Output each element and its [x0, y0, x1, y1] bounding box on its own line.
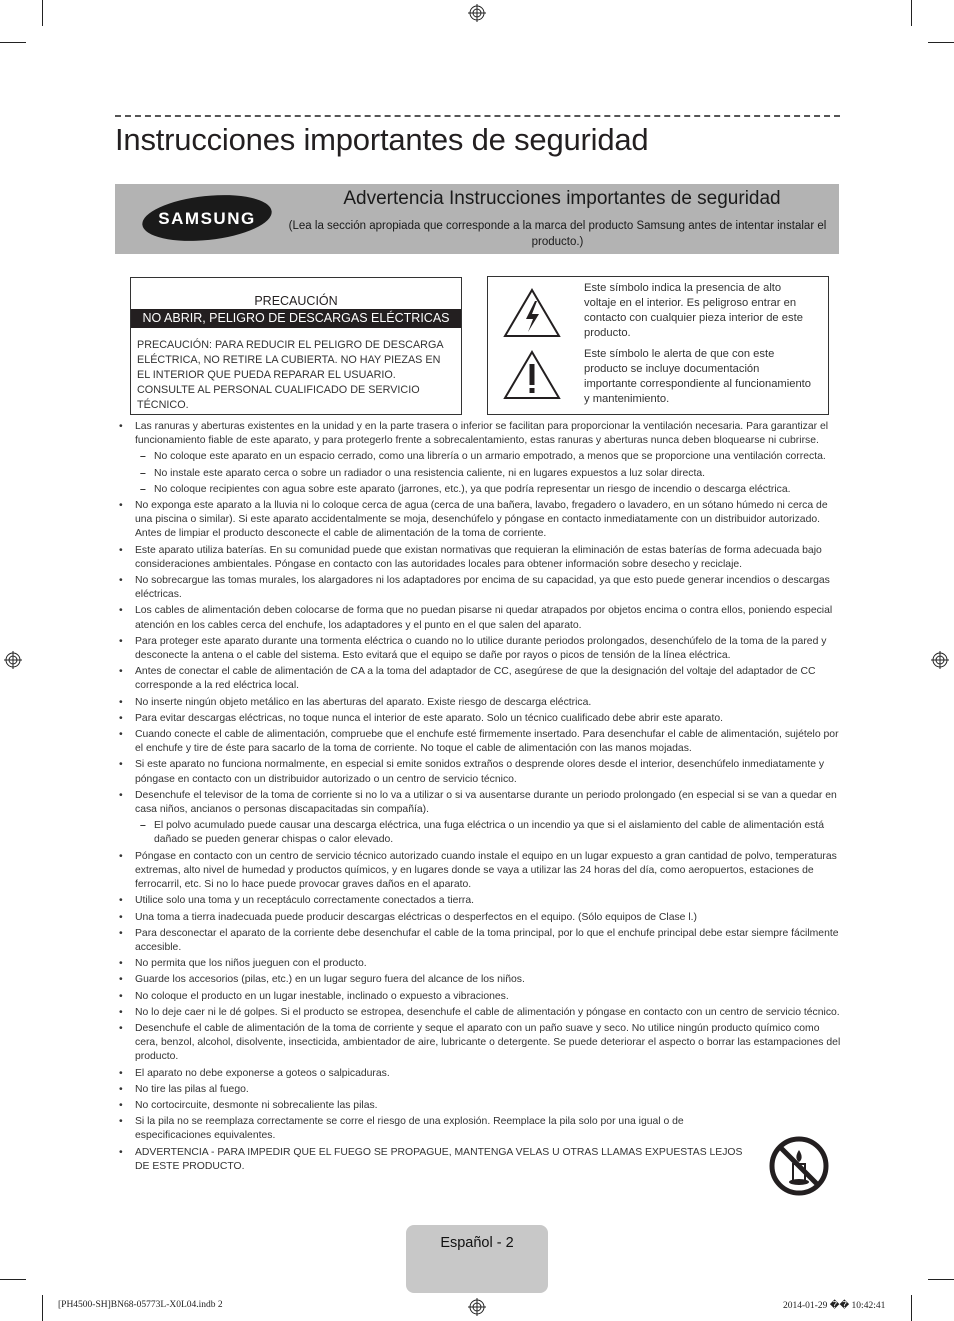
registration-mark-icon — [468, 1298, 486, 1316]
instruction-text: Utilice solo una toma y un receptáculo correctamente conectados a tierra. — [135, 895, 475, 907]
instruction-item — [115, 728, 843, 756]
instruction-item — [115, 544, 843, 572]
instruction-item — [115, 990, 843, 1004]
banner-title: Advertencia Instrucciones importantes de seguridad — [343, 188, 781, 209]
instruction-item — [115, 696, 843, 710]
instruction-item — [115, 1022, 843, 1065]
no-open-flame-icon — [769, 1136, 829, 1196]
samsung-logo — [141, 193, 273, 243]
instruction-item — [115, 574, 843, 602]
instruction-text: ADVERTENCIA - PARA IMPEDIR QUE EL FUEGO SE PROPAGUE, MANTENGA VELAS U OTRAS LLAMAS EXPUESTAS LEJOS DE ESTE PRODUCTO. — [135, 1146, 743, 1172]
header-divider — [115, 115, 840, 117]
instruction-item — [115, 635, 843, 663]
caution-body: PRECAUCIÓN: PARA REDUCIR EL PELIGRO DE DESCARGA ELÉCTRICA, NO RETIRE LA CUBIERTA. NO HAY PIEZAS EN EL INTERIOR QUE PUEDA REPARAR EL USUARIO. CONSULTE AL PERSONAL CUALIFICADO DE SERVICIO TÉCNICO. — [137, 339, 443, 411]
instruction-subitem: – El polvo acumulado puede causar una descarga eléctrica, una fuga eléctrica o un incendio ya que si el aislamiento del cable de alimentación está dañado se pueden generar chispas o calor elevado. — [135, 819, 843, 847]
instruction-text: Antes de conectar el cable de alimentación de CA a la toma del adaptador de CC, asegúrese de que la designación del voltaje del adaptador de CC corresponde a la red eléctrica local. — [135, 666, 816, 692]
print-file-info: [PH4500-SH]BN68-05773L-X0L04.indb 2 — [58, 1300, 223, 1310]
caution-box — [130, 277, 462, 415]
instruction-text: Guarde los accesorios (pilas, etc.) en un lugar seguro fuera del alcance de los niños. — [135, 974, 525, 986]
instruction-item — [115, 973, 843, 987]
instruction-text: No tire las pilas al fuego. — [135, 1083, 249, 1095]
symbols-box — [487, 276, 829, 415]
instruction-item — [115, 665, 843, 693]
crop-mark — [911, 0, 912, 26]
instruction-text: Desenchufe el televisor de la toma de corriente si no lo va a utilizar o si va ausentarse durante un periodo prolongado (en especial si se van a quedar en casa niños, ancianos o personas discapacitadas sin compañía). — [135, 789, 837, 816]
instruction-item — [115, 712, 843, 726]
instruction-item — [115, 758, 843, 786]
instruction-text: No inserte ningún objeto metálico en las aberturas del aparato. Existe riesgo de descarga eléctrica. — [135, 696, 592, 708]
banner-subtitle: (Lea la sección apropiada que corresponde a la marca del producto Samsung antes de intentar instalar el producto.) — [288, 220, 827, 248]
instruction-text: No sobrecargue las tomas murales, los alargadores ni los adaptadores por encima de su capacidad, ya que esto puede generar incendios o descargas eléctricas. — [135, 575, 830, 601]
high-voltage-warning-icon — [502, 287, 562, 339]
instruction-sublist — [135, 819, 843, 847]
crop-mark — [42, 1295, 43, 1321]
registration-mark-icon — [4, 651, 22, 669]
instruction-text: Para proteger este aparato durante una tormenta eléctrica o cuando no lo utilice durante periodos prolongados, desenchúfelo de la toma de la pared y desconecte la antena o el cable del sistema. Esto evitará que el equipo se dañe por rayos o picos de tensión de la línea eléctrica. — [135, 635, 827, 662]
crop-mark — [0, 1279, 26, 1280]
instruction-item — [115, 789, 843, 848]
instruction-item — [115, 1067, 843, 1081]
crop-mark — [928, 1279, 954, 1280]
instruction-item — [115, 1099, 843, 1113]
crop-mark — [0, 42, 26, 43]
instruction-text: Una toma a tierra inadecuada puede producir descargas eléctricas o desperfectos en el equipo. (Sólo equipos de Clase l.) — [135, 911, 698, 923]
instruction-text: Cuando conecte el cable de alimentación, compruebe que el enchufe esté firmemente insertado. Para desenchufar el cable de alimentación, sujételo por el enchufe y tire de éste para sacarlo de la toma de corriente. No toque el cable de alimentación con las manos mojadas. — [135, 729, 839, 755]
instruction-text: No coloque el producto en un lugar inestable, inclinado o expuesto a vibraciones. — [135, 990, 509, 1002]
instruction-item — [115, 850, 843, 893]
instruction-item — [115, 1006, 843, 1020]
instruction-subitem: – No coloque recipientes con agua sobre este aparato (jarrones, etc.), ya que podría representar un riesgo de incendio o descarga eléctrica. — [135, 483, 843, 497]
instruction-text: No permita que los niños jueguen con el producto. — [135, 958, 367, 970]
instruction-text: El aparato no debe exponerse a goteos o salpicaduras. — [135, 1067, 390, 1079]
warning-banner — [115, 184, 839, 254]
instruction-subitem: – No instale este aparato cerca o sobre un radiador o una resistencia caliente, ni en lugares expuestos a luz solar directa. — [135, 467, 843, 481]
instruction-text: Desenchufe el cable de alimentación de la toma de corriente y seque el aparato con un paño suave y seco. No utilice ningún producto químico como cera, benzol, alcohol, disolvente, insecticida, ambientador de aire, lubricante o detergente. Se puede deteriorar el aspecto o borrar las estampaciones del producto. — [135, 1022, 841, 1063]
attention-symbol-text: Este símbolo le alerta de que con este producto se incluye documentación importante correspondiente al funcionamiento y mantenimiento. — [584, 348, 811, 405]
instruction-text: Para evitar descargas eléctricas, no toque nunca el interior de este aparato. Solo un técnico cualificado debe abrir este aparato. — [135, 712, 724, 724]
instruction-text: No lo deje caer ni le dé golpes. Si el producto se estropea, desenchufe el cable de alimentación y póngase en contacto con un centro de servicio técnico. — [135, 1006, 840, 1018]
instruction-text: No cortocircuite, desmonte ni sobrecaliente las pilas. — [135, 1099, 378, 1111]
instruction-item — [115, 911, 843, 925]
instruction-text: Si la pila no se reemplaza correctamente se corre el riesgo de una explosión. Reemplace la pila solo por una igual o de especificaciones equivalentes. — [135, 1116, 684, 1142]
registration-mark-icon — [931, 651, 949, 669]
instruction-item — [115, 1146, 745, 1174]
instruction-text: Los cables de alimentación deben colocarse de forma que no puedan pisarse ni quedar atrapados por objetos encima o contra ellos, poniendo especial atención en los cables cerca del enchufe, los adaptadores y el punto en el que salen del aparato. — [135, 605, 833, 631]
page-title: Instrucciones importantes de seguridad — [115, 122, 649, 157]
instruction-item — [115, 420, 843, 497]
svg-text:SAMSUNG: SAMSUNG — [158, 209, 256, 228]
instruction-item — [115, 499, 843, 542]
instruction-item — [115, 604, 843, 632]
instruction-text: Para desconectar el aparato de la corriente debe desenchufar el cable de la toma principal, por lo que el enchufe principal debe estar siempre fácilmente accesible. — [135, 927, 839, 953]
instruction-item — [115, 1083, 843, 1097]
instruction-item — [115, 894, 843, 908]
instruction-text: No exponga este aparato a la lluvia ni lo coloque cerca de agua (cerca de una bañera, lavabo, fregadero o lavadero, en un sótano húmedo ni cerca de una piscina o similar). Si este aparato accidentalmente se moja, desenchúfelo y póngase en contacto inmediatamente con un distribuidor autorizado. Antes de limpiar el producto desconecte el cable de alimentación de la toma de corriente. — [135, 500, 828, 540]
crop-mark — [42, 0, 43, 26]
instruction-sublist — [135, 450, 843, 497]
caution-bar: NO ABRIR, PELIGRO DE DESCARGAS ELÉCTRICAS — [131, 309, 461, 328]
print-timestamp: 2014-01-29 �� 10:42:41 — [783, 1301, 886, 1311]
instruction-item — [115, 927, 843, 955]
instruction-item — [115, 1115, 745, 1143]
voltage-symbol-text: Este símbolo indica la presencia de alto voltaje en el interior. Es peligroso entrar en contacto con cualquier pieza interior de este producto. — [584, 282, 803, 339]
instruction-item — [115, 957, 843, 971]
instruction-text: Póngase en contacto con un centro de servicio técnico autorizado cuando instale el equipo en un lugar expuesto a gran cantidad de polvo, temperaturas extremas, alto nivel de humedad y productos químicos, y en lugares donde se vaya a utilizar las 24 horas del día, como aeropuertos, estaciones de ferrocarril, etc. Si no lo hace puede provocar graves daños en el aparato. — [135, 850, 837, 891]
caution-heading: PRECAUCIÓN — [254, 294, 338, 308]
instruction-text: Este aparato utiliza baterías. En su comunidad puede que existan normativas que requieran la eliminación de estas baterías de forma adecuada bajo consideraciones ambientales. Póngase en contacto con las autoridades locales para obtener información sobre desecho y reciclaje. — [135, 544, 822, 570]
registration-mark-icon — [468, 4, 486, 22]
page-number-box — [406, 1225, 548, 1293]
instruction-text: Si este aparato no funciona normalmente, en especial si emite sonidos extraños o desprende olores desde el interior, desenchúfelo inmediatamente y póngase en contacto con un distribuidor autorizado o un centro de servicio técnico. — [135, 759, 825, 785]
page-number: Español - 2 — [440, 1235, 514, 1251]
instruction-text: Las ranuras y aberturas existentes en la unidad y en la parte trasera o inferior se facilitan para proporcionar la ventilación necesaria. Para garantizar el funcionamiento fiable de este aparato, y para protegerlo frente a sobrecalentamiento, estas ranuras y aberturas nunca deben bloquearse ni cubrirse. — [135, 421, 829, 447]
crop-mark — [928, 42, 954, 43]
safety-instructions-list — [115, 420, 843, 1176]
crop-mark — [911, 1295, 912, 1321]
instruction-subitem: – No coloque este aparato en un espacio cerrado, como una librería o un armario empotrado, a menos que se proporcione una ventilación correcta. — [135, 450, 843, 464]
exclamation-warning-icon — [502, 349, 562, 401]
